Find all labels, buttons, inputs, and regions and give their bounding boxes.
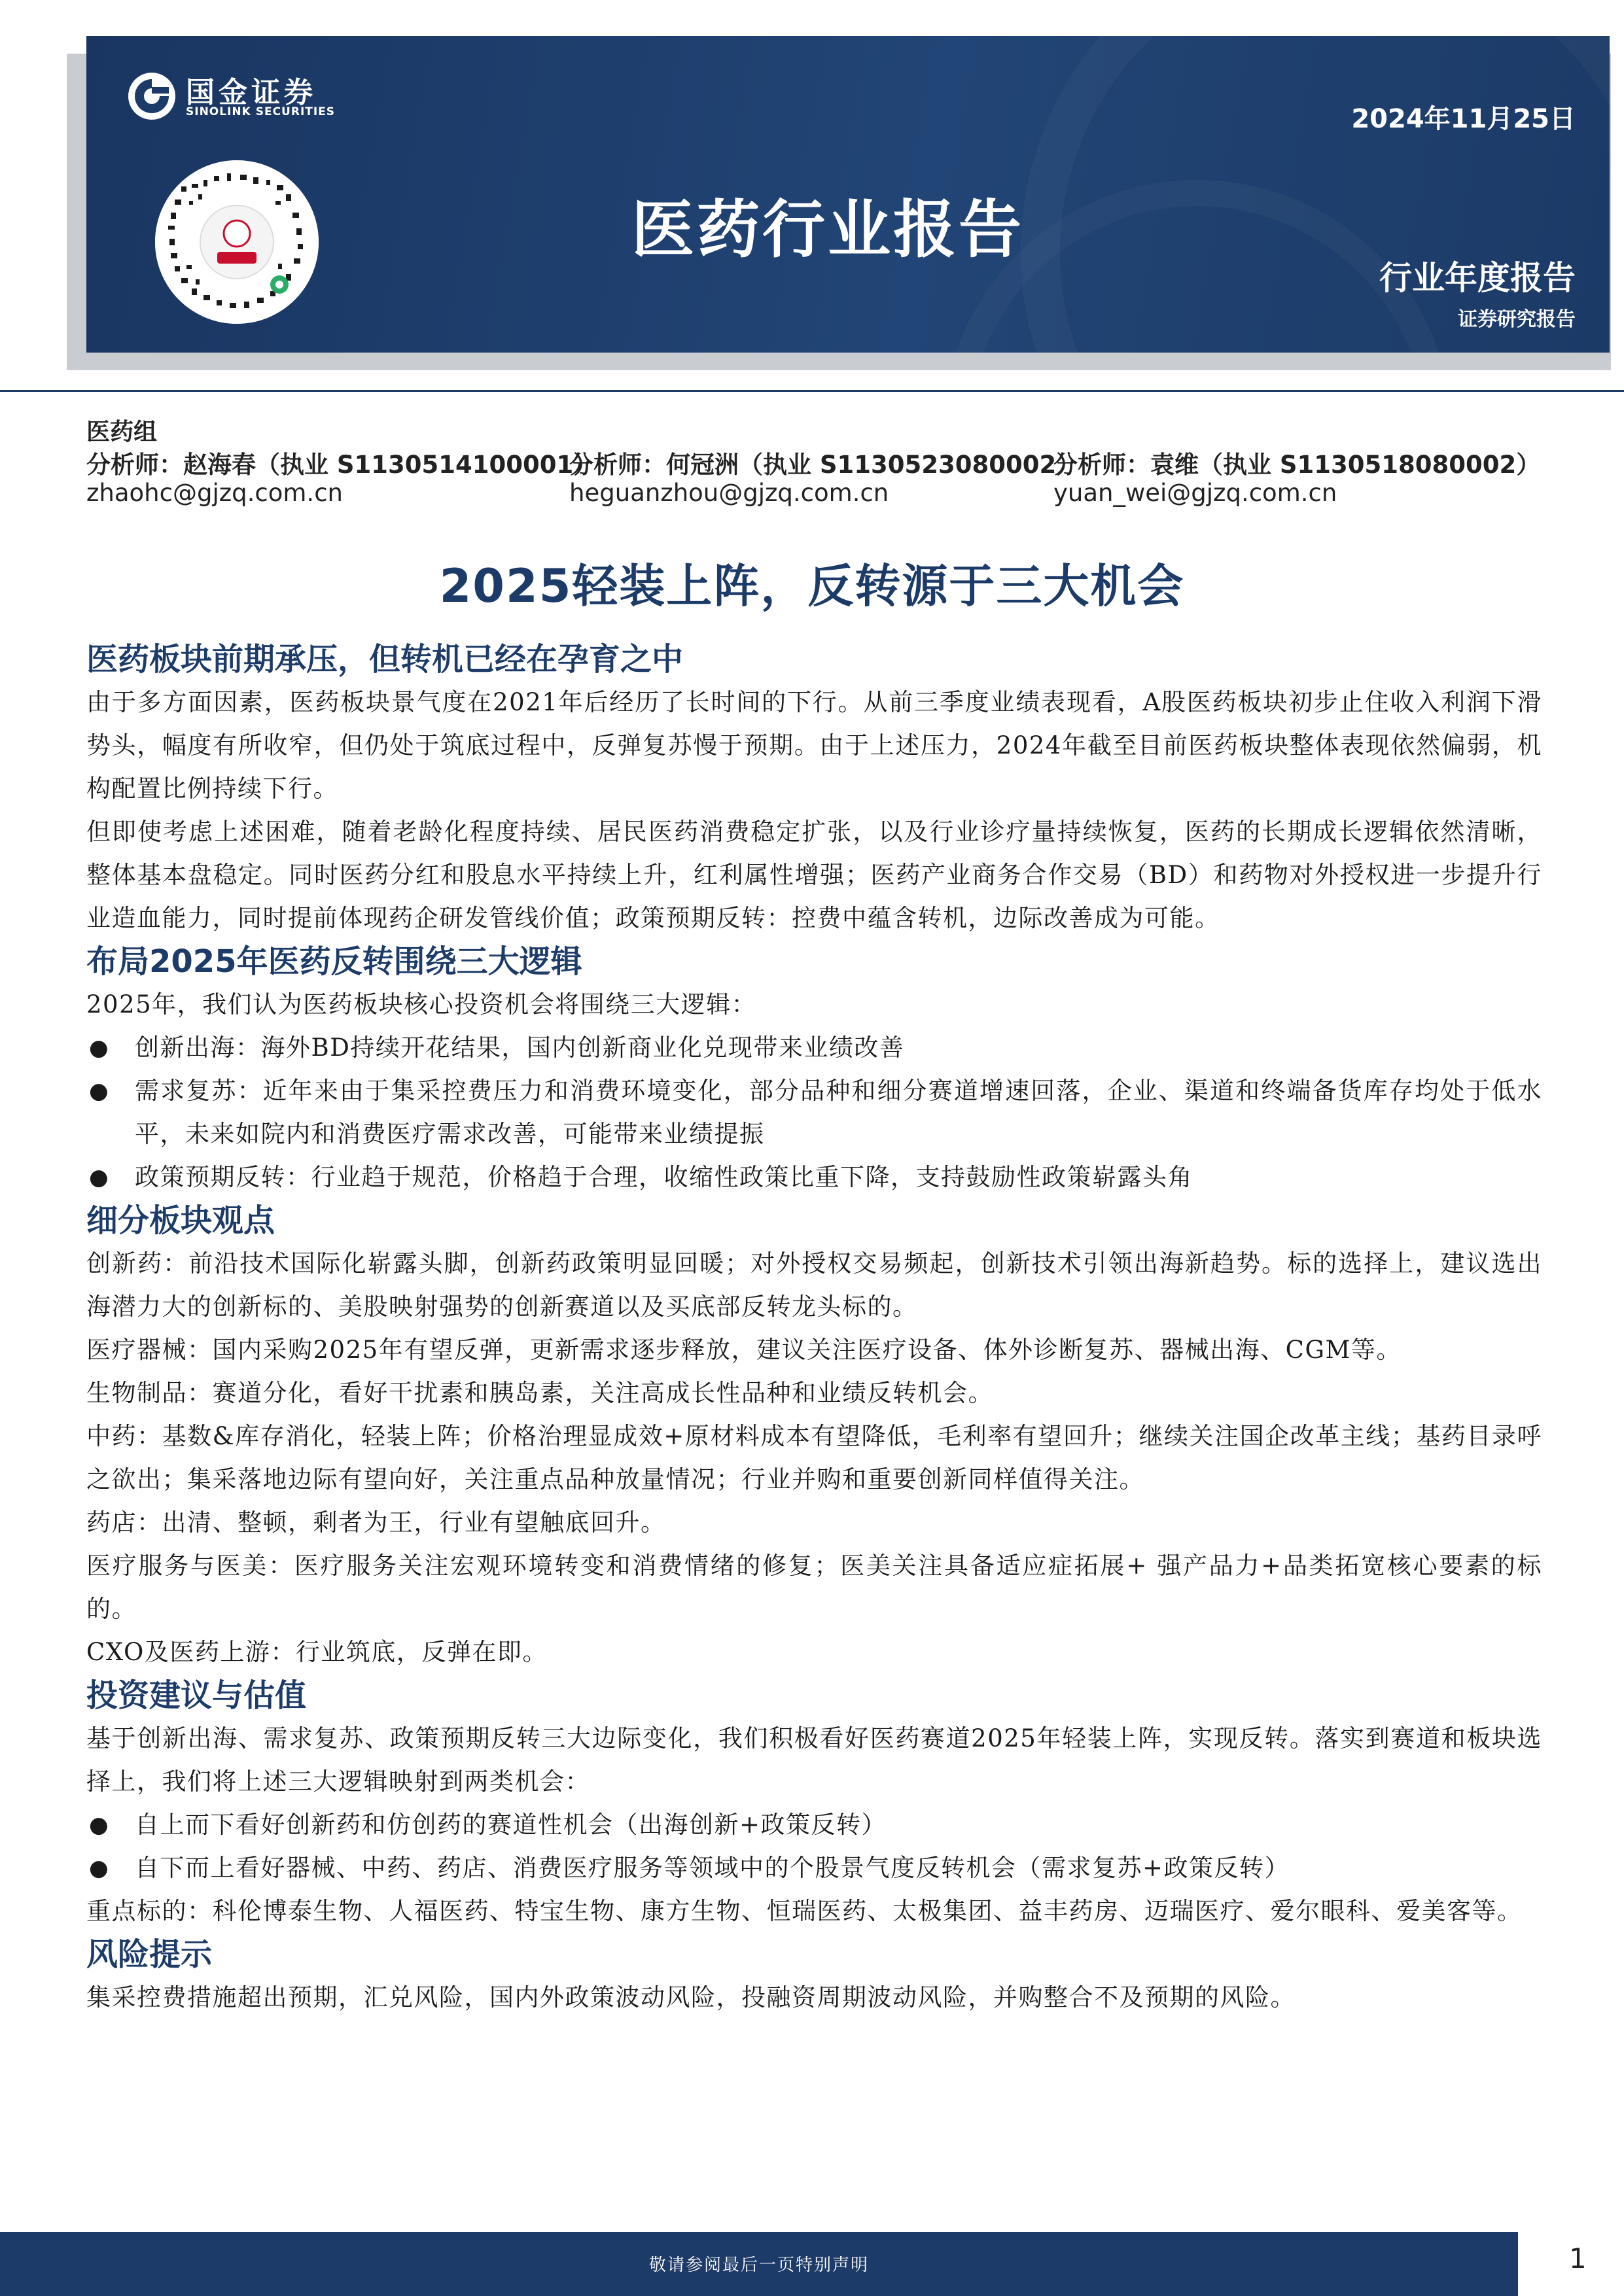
- analyst-2: 分析师：何冠洲（执业 S1130523080002）: [569, 451, 1081, 479]
- footer-disclaimer[interactable]: 敬请参阅最后一页特别声明: [648, 2255, 869, 2275]
- page-number: 1: [1569, 2242, 1587, 2274]
- list-item: [86, 1803, 1542, 1847]
- logo-text-en: SINOLINK SECURITIES: [186, 105, 336, 118]
- report-title: 医药行业报告: [631, 193, 1024, 266]
- list-item-text: 自下而上看好器械、中药、药店、消费医疗服务等领域中的个股景气度反转机会（需求复苏+政策反转）: [135, 1854, 1290, 1882]
- main-title: 2025轻装上阵，反转源于三大机会: [439, 559, 1185, 613]
- header-banner: [86, 36, 1610, 353]
- paragraph: CXO及医药上游：行业筑底，反弹在即。: [86, 1638, 548, 1666]
- research-group: 医药组: [86, 419, 158, 445]
- report-type: 行业年度报告: [1379, 259, 1576, 297]
- analyst-3: 分析师：袁维（执业 S1130518080002）: [1053, 451, 1541, 479]
- section-heading: 细分板块观点: [86, 1202, 275, 1239]
- paragraph: 药店：出清、整顿，剩者为王，行业有望触底回升。: [86, 1508, 666, 1537]
- analyst-2-email[interactable]: heguanzhou@gjzq.com.cn: [569, 479, 889, 507]
- list-item: [86, 1026, 1542, 1070]
- paragraph: 医疗服务与医美：医疗服务关注宏观环境转变和消费情绪的修复；医美关注具备适应症拓展+ 强产品力+品类拓宽核心要素的标的。: [86, 1552, 1542, 1623]
- paragraph: 中药：基数&库存消化，轻装上阵；价格治理显成效+原材料成本有望降低，毛利率有望回升；继续关注国企改革主线；基药目录呼之欲出；集采落地边际有望向好，关注重点品种放量情况；行业并购和重要创新同样值得关注。: [86, 1422, 1542, 1493]
- analyst-1: 分析师：赵海春（执业 S1130514100001）: [86, 451, 598, 479]
- paragraph: 创新药：前沿技术国际化崭露头脚，创新药政策明显回暖；对外授权交易频起，创新技术引领出海新趋势。标的选择上，建议选出海潜力大的创新标的、美股映射强势的创新赛道以及买底部反转龙头标的。: [86, 1249, 1542, 1321]
- section-heading: 投资建议与估值: [86, 1677, 307, 1714]
- list-item-text: 创新出海：海外BD持续开花结果，国内创新商业化兑现带来业绩改善: [135, 1034, 905, 1062]
- list-item: [86, 1847, 1542, 1890]
- bullet-icon: ●: [89, 1035, 110, 1061]
- section-heading: 风险提示: [86, 1936, 213, 1973]
- paragraph: 由于多方面因素，医药板块景气度在2021年后经历了长时间的下行。从前三季度业绩表现看，A股医药板块初步止住收入利润下滑势头，幅度有所收窄，但仍处于筑底过程中，反弹复苏慢于预期。由于上述压力，2024年截至目前医药板块整体表现依然偏弱，机构配置比例持续下行。: [86, 688, 1542, 803]
- wechat-mini-program-qr-icon: [155, 160, 319, 324]
- sinolink-logo-icon: [126, 70, 178, 122]
- paragraph: 2025年，我们认为医药板块核心投资机会将围绕三大逻辑：: [86, 990, 757, 1018]
- report-category: 证券研究报告: [1458, 308, 1576, 331]
- paragraph: 集采控费措施超出预期，汇兑风险，国内外政策波动风险，投融资周期波动风险，并购整合不及预期的风险。: [86, 1983, 1296, 2011]
- list-item-text: 需求复苏：近年来由于集采控费压力和消费环境变化，部分品种和细分赛道增速回落，企业、渠道和终端备货库存均处于低水平，未来如院内和消费医疗需求改善，可能带来业绩提振: [135, 1077, 1542, 1148]
- section-heading: 医药板块前期承压，但转机已经在孕育之中: [86, 641, 684, 678]
- list-item-text: 自上而下看好创新药和仿创药的赛道性机会（出海创新+政策反转）: [135, 1811, 887, 1839]
- paragraph: 但即使考虑上述困难，随着老龄化程度持续、居民医药消费稳定扩张，以及行业诊疗量持续恢复，医药的长期成长逻辑依然清晰，整体基本盘稳定。同时医药分红和股息水平持续上升，红利属性增强；医药产业商务合作交易（BD）和药物对外授权进一步提升行业造血能力，同时提前体现药企研发管线价值；政策预期反转：控费中蕴含转机，边际改善成为可能。: [86, 818, 1542, 932]
- section-heading: 布局2025年医药反转围绕三大逻辑: [86, 943, 582, 980]
- header-divider: [0, 390, 1624, 392]
- paragraph: 医疗器械：国内采购2025年有望反弹，更新需求逐步释放，建议关注医疗设备、体外诊断复苏、器械出海、CGM等。: [86, 1336, 1402, 1364]
- report-body: [86, 638, 1542, 2019]
- report-date: 2024年11月25日: [1351, 104, 1576, 134]
- bullet-icon: ●: [89, 1164, 110, 1191]
- analyst-3-email[interactable]: yuan_wei@gjzq.com.cn: [1053, 479, 1337, 507]
- list-item: [86, 1070, 1542, 1156]
- logo-text: 国金证券: [186, 76, 317, 109]
- analyst-1-email[interactable]: zhaohc@gjzq.com.cn: [86, 479, 343, 507]
- list-item-text: 政策预期反转：行业趋于规范，价格趋于合理，收缩性政策比重下降，支持鼓励性政策崭露头角: [135, 1163, 1193, 1191]
- bullet-icon: ●: [89, 1812, 110, 1838]
- bullet-icon: ●: [89, 1855, 110, 1881]
- paragraph: 生物制品：赛道分化，看好干扰素和胰岛素，关注高成长性品种和业绩反转机会。: [86, 1379, 993, 1407]
- paragraph: 重点标的：科伦博泰生物、人福医药、特宝生物、康方生物、恒瑞医药、太极集团、益丰药房、迈瑞医疗、爱尔眼科、爱美客等。: [86, 1897, 1523, 1925]
- bullet-icon: ●: [89, 1078, 110, 1104]
- list-item: [86, 1156, 1542, 1199]
- paragraph: 基于创新出海、需求复苏、政策预期反转三大边际变化，我们积极看好医药赛道2025年轻装上阵，实现反转。落实到赛道和板块选择上，我们将上述三大逻辑映射到两类机会：: [86, 1724, 1542, 1796]
